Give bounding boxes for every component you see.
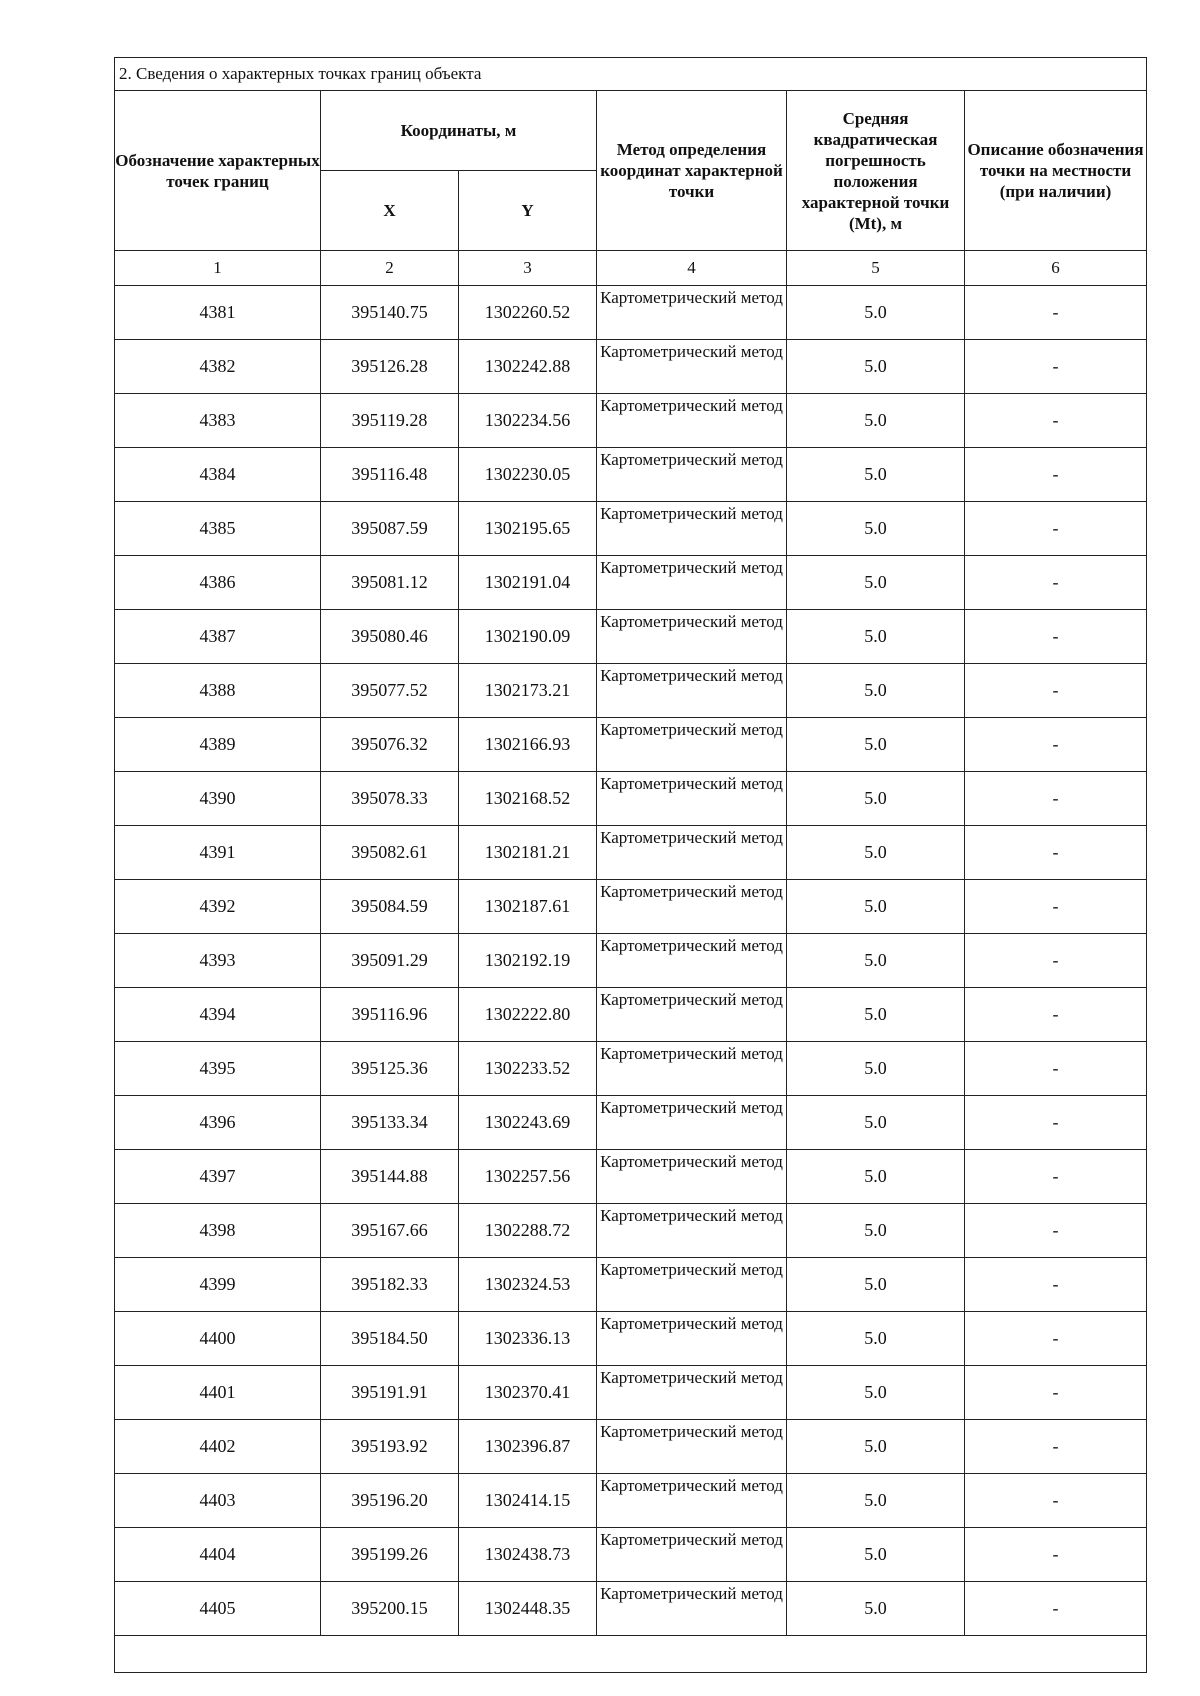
table-row [115,556,1147,610]
method-cell: Картометрический метод [597,394,787,448]
coord-x-cell: 395081.12 [321,556,459,610]
table-row [115,718,1147,772]
mt-cell: 5.0 [787,1258,965,1312]
coord-x-cell: 395200.15 [321,1582,459,1636]
mt-cell: 5.0 [787,1474,965,1528]
table-row [115,1420,1147,1474]
description-cell: - [965,664,1147,718]
mt-cell: 5.0 [787,718,965,772]
point-id-cell: 4385 [115,502,321,556]
table-row [115,772,1147,826]
description-cell: - [965,610,1147,664]
column-number: 6 [965,251,1147,286]
table-body [115,286,1147,1636]
coord-x-cell: 395199.26 [321,1528,459,1582]
coord-x-cell: 395119.28 [321,394,459,448]
point-id-cell: 4389 [115,718,321,772]
method-cell: Картометрический метод [597,556,787,610]
mt-cell: 5.0 [787,1204,965,1258]
coord-y-cell: 1302234.56 [459,394,597,448]
coord-y-cell: 1302230.05 [459,448,597,502]
coord-y-cell: 1302448.35 [459,1582,597,1636]
table-row [115,1258,1147,1312]
description-cell: - [965,502,1147,556]
table-row [115,664,1147,718]
coord-y-cell: 1302181.21 [459,826,597,880]
table-row [115,880,1147,934]
method-cell: Картометрический метод [597,718,787,772]
mt-cell: 5.0 [787,448,965,502]
coord-x-cell: 395126.28 [321,340,459,394]
point-id-cell: 4396 [115,1096,321,1150]
description-cell: - [965,718,1147,772]
coord-y-cell: 1302187.61 [459,880,597,934]
method-cell: Картометрический метод [597,1312,787,1366]
method-cell: Картометрический метод [597,448,787,502]
point-id-cell: 4400 [115,1312,321,1366]
method-cell: Картометрический метод [597,1366,787,1420]
coord-y-cell: 1302336.13 [459,1312,597,1366]
coord-y-cell: 1302257.56 [459,1150,597,1204]
method-cell: Картометрический метод [597,1528,787,1582]
table-row [115,448,1147,502]
coord-y-cell: 1302396.87 [459,1420,597,1474]
table-row [115,1096,1147,1150]
coord-x-cell: 395167.66 [321,1204,459,1258]
table-row [115,502,1147,556]
mt-cell: 5.0 [787,664,965,718]
description-cell: - [965,988,1147,1042]
coord-y-cell: 1302324.53 [459,1258,597,1312]
coord-x-cell: 395087.59 [321,502,459,556]
mt-cell: 5.0 [787,1420,965,1474]
point-id-cell: 4381 [115,286,321,340]
point-id-cell: 4393 [115,934,321,988]
mt-cell: 5.0 [787,286,965,340]
column-number: 4 [597,251,787,286]
table-row [115,286,1147,340]
point-id-cell: 4402 [115,1420,321,1474]
table-row [115,1042,1147,1096]
mt-cell: 5.0 [787,1150,965,1204]
coord-x-cell: 395193.92 [321,1420,459,1474]
description-cell: - [965,1366,1147,1420]
point-id-cell: 4392 [115,880,321,934]
mt-cell: 5.0 [787,1096,965,1150]
point-id-cell: 4382 [115,340,321,394]
description-cell: - [965,286,1147,340]
mt-cell: 5.0 [787,880,965,934]
coord-y-cell: 1302222.80 [459,988,597,1042]
description-cell: - [965,1474,1147,1528]
method-cell: Картометрический метод [597,1042,787,1096]
method-cell: Картометрический метод [597,1420,787,1474]
method-cell: Картометрический метод [597,988,787,1042]
method-cell: Картометрический метод [597,826,787,880]
mt-cell: 5.0 [787,1528,965,1582]
table-row [115,340,1147,394]
description-cell: - [965,1258,1147,1312]
description-cell: - [965,1420,1147,1474]
mt-cell: 5.0 [787,610,965,664]
coord-y-cell: 1302195.65 [459,502,597,556]
empty-cell [115,1636,1147,1673]
coord-y-cell: 1302288.72 [459,1204,597,1258]
description-cell: - [965,340,1147,394]
coord-y-cell: 1302243.69 [459,1096,597,1150]
table-row [115,934,1147,988]
coord-x-cell: 395140.75 [321,286,459,340]
description-cell: - [965,772,1147,826]
table-row [115,1582,1147,1636]
coord-x-cell: 395080.46 [321,610,459,664]
coord-y-cell: 1302370.41 [459,1366,597,1420]
coord-y-cell: 1302190.09 [459,610,597,664]
point-id-cell: 4391 [115,826,321,880]
description-cell: - [965,1042,1147,1096]
table-row [115,394,1147,448]
method-cell: Картометрический метод [597,502,787,556]
coord-y-cell: 1302438.73 [459,1528,597,1582]
coord-x-cell: 395078.33 [321,772,459,826]
point-id-cell: 4384 [115,448,321,502]
point-id-cell: 4388 [115,664,321,718]
table-row [115,1204,1147,1258]
boundary-points-table [114,57,1147,1673]
method-cell: Картометрический метод [597,1096,787,1150]
description-cell: - [965,1582,1147,1636]
column-number: 2 [321,251,459,286]
point-id-cell: 4383 [115,394,321,448]
header-mean-square-error: Средняя квадратическая погрешность положения характерной точки (Mt), м [787,91,965,251]
coord-x-cell: 395196.20 [321,1474,459,1528]
point-id-cell: 4390 [115,772,321,826]
table-row [115,610,1147,664]
point-id-cell: 4395 [115,1042,321,1096]
mt-cell: 5.0 [787,1312,965,1366]
description-cell: - [965,1528,1147,1582]
point-id-cell: 4404 [115,1528,321,1582]
description-cell: - [965,880,1147,934]
method-cell: Картометрический метод [597,1582,787,1636]
table-row [115,1474,1147,1528]
point-id-cell: 4401 [115,1366,321,1420]
coord-y-cell: 1302414.15 [459,1474,597,1528]
table-row [115,1366,1147,1420]
coord-x-cell: 395084.59 [321,880,459,934]
coord-x-cell: 395116.96 [321,988,459,1042]
coord-x-cell: 395076.32 [321,718,459,772]
column-number: 3 [459,251,597,286]
coord-x-cell: 395184.50 [321,1312,459,1366]
column-numbers-row [115,251,1147,286]
table-footer-row [115,1636,1147,1673]
coord-y-cell: 1302191.04 [459,556,597,610]
description-cell: - [965,448,1147,502]
description-cell: - [965,826,1147,880]
method-cell: Картометрический метод [597,1258,787,1312]
point-id-cell: 4387 [115,610,321,664]
coord-x-cell: 395133.34 [321,1096,459,1150]
table-row [115,826,1147,880]
coord-x-cell: 395125.36 [321,1042,459,1096]
header-method: Метод определения координат характерной точки [597,91,787,251]
header-description: Описание обозначения точки на местности (при наличии) [965,91,1147,251]
method-cell: Картометрический метод [597,880,787,934]
method-cell: Картометрический метод [597,772,787,826]
coord-y-cell: 1302173.21 [459,664,597,718]
coord-y-cell: 1302168.52 [459,772,597,826]
coord-y-cell: 1302166.93 [459,718,597,772]
header-x: X [321,171,459,251]
coord-x-cell: 395082.61 [321,826,459,880]
coord-x-cell: 395144.88 [321,1150,459,1204]
section-title: 2. Сведения о характерных точках границ объекта [115,58,1147,91]
coord-x-cell: 395091.29 [321,934,459,988]
mt-cell: 5.0 [787,1582,965,1636]
point-id-cell: 4403 [115,1474,321,1528]
coord-x-cell: 395077.52 [321,664,459,718]
table-row [115,1150,1147,1204]
method-cell: Картометрический метод [597,934,787,988]
description-cell: - [965,394,1147,448]
document-sheet [114,57,1146,1673]
point-id-cell: 4394 [115,988,321,1042]
header-coordinates: Координаты, м [321,91,597,171]
table-row [115,988,1147,1042]
method-cell: Картометрический метод [597,340,787,394]
description-cell: - [965,1312,1147,1366]
mt-cell: 5.0 [787,556,965,610]
description-cell: - [965,934,1147,988]
column-number: 5 [787,251,965,286]
point-id-cell: 4398 [115,1204,321,1258]
mt-cell: 5.0 [787,1042,965,1096]
table-row [115,1528,1147,1582]
coord-y-cell: 1302233.52 [459,1042,597,1096]
description-cell: - [965,1096,1147,1150]
method-cell: Картометрический метод [597,1204,787,1258]
description-cell: - [965,1150,1147,1204]
mt-cell: 5.0 [787,1366,965,1420]
mt-cell: 5.0 [787,394,965,448]
coord-x-cell: 395191.91 [321,1366,459,1420]
description-cell: - [965,556,1147,610]
mt-cell: 5.0 [787,934,965,988]
point-id-cell: 4397 [115,1150,321,1204]
header-y: Y [459,171,597,251]
coord-x-cell: 395116.48 [321,448,459,502]
header-point-designation: Обозначение характерных точек границ [115,91,321,251]
table-row [115,1312,1147,1366]
method-cell: Картометрический метод [597,1474,787,1528]
method-cell: Картометрический метод [597,1150,787,1204]
method-cell: Картометрический метод [597,610,787,664]
mt-cell: 5.0 [787,988,965,1042]
coord-y-cell: 1302260.52 [459,286,597,340]
method-cell: Картометрический метод [597,286,787,340]
coord-y-cell: 1302242.88 [459,340,597,394]
point-id-cell: 4405 [115,1582,321,1636]
mt-cell: 5.0 [787,340,965,394]
mt-cell: 5.0 [787,826,965,880]
method-cell: Картометрический метод [597,664,787,718]
mt-cell: 5.0 [787,502,965,556]
mt-cell: 5.0 [787,772,965,826]
point-id-cell: 4399 [115,1258,321,1312]
column-number: 1 [115,251,321,286]
coord-y-cell: 1302192.19 [459,934,597,988]
description-cell: - [965,1204,1147,1258]
point-id-cell: 4386 [115,556,321,610]
coord-x-cell: 395182.33 [321,1258,459,1312]
